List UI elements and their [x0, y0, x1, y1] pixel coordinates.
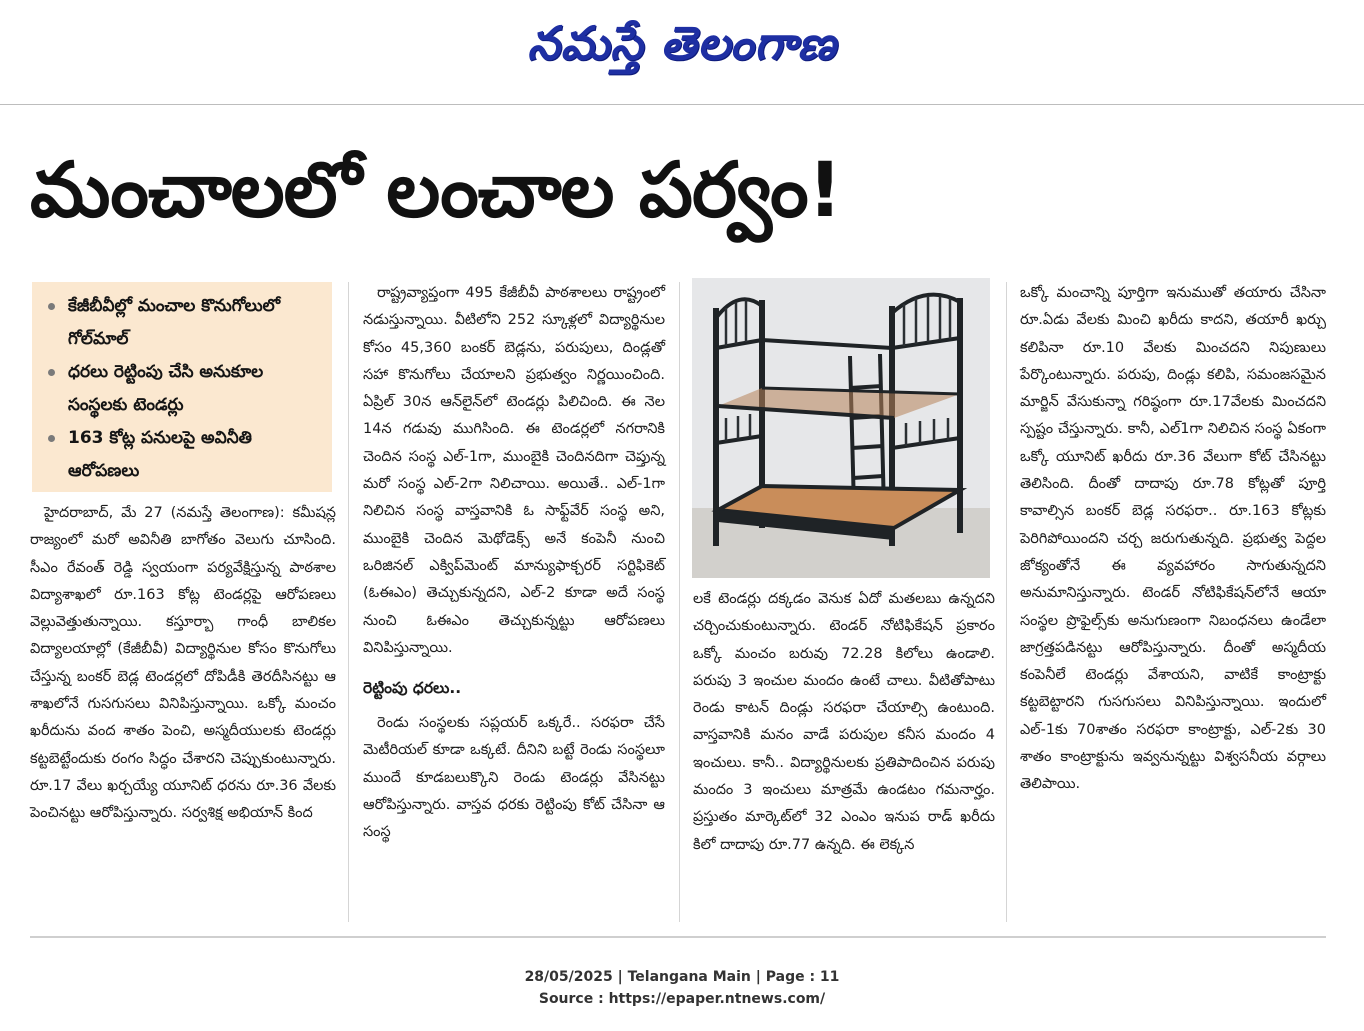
bullet-icon — [48, 369, 55, 376]
highlight-text: కేజీబీవీల్లో మంచాల కొనుగోలులో గోల్‌మాల్ — [68, 296, 281, 349]
bunk-bed-photo — [692, 278, 990, 578]
masthead-divider — [0, 104, 1364, 105]
bullet-icon — [48, 303, 55, 310]
paragraph: ఒక్కో మంచాన్ని పూర్తిగా ఇనుముతో తయారు చేసినా రూ.ఏడు వేలకు మించి ఖరీదు కాదని, తయారీ ఖర్చు కలిపినా రూ.10 వేలకు మించదని నిపుణులు పేర్కొంటున్నారు. పరుపు, దిండ్లు కలిపి, సమంజసమైన మార్జిన్ వేసుకున్నా గరిష్ఠంగా రూ.17వేలకు మించదని స్పష్టం చేస్తున్నారు. కానీ, ఎల్1గా నిలిచిన సంస్థ ఏకంగా ఒక్కో యూనిట్ ఖరీదు రూ.36 వేలుగా కోట్ చేసినట్టు తెలిసింది. దీంతో దాదాపు రూ.78 కోట్లతో పూర్తి కావాల్సిన బంకర్ బెడ్ల సరఫరా.. రూ.163 కోట్లకు పెరిగిపోయిందని చర్చ జరుగుతున్నది. ప్రభుత్వ పెద్దల జోక్యంతోనే ఈ వ్యవహారం సాగుతున్నదని అనుమానిస్తున్నారు. టెండర్ నోటిఫికేషన్‌లోనే ఆయా సంస్థల ప్రొఫైల్స్‌కు అనుగుణంగా నిబంధనలు ఉండేలా జాగ్రత్తపడినట్టు ఆరోపిస్తున్నారు. దీంతో అస్మదీయ కంపెనీలే టెండర్లు వేశాయని, వాటికే కాంట్రాక్టు కట్టబెట్టారని గుసగుసలు వినిపిస్తున్నాయి. ఇందులో ఎల్-1కు 70శాతం సరఫరా కాంట్రాక్టు, ఎల్-2కు 30 శాతం కాంట్రాక్టును ఇవ్వనున్నట్టు విశ్వసనీయ వర్గాలు తెలిపాయి. — [1020, 285, 1326, 793]
masthead — [0, 0, 1364, 102]
highlight-text: ధరలు రెట్టింపు చేసి అనుకూల సంస్థలకు టెండర్లు — [68, 362, 264, 415]
newspaper-logo: నమస్తే తెలంగాణ — [527, 16, 837, 70]
paragraph: హైదరాబాద్, మే 27 (నమస్తే తెలంగాణ): కమీషన్ల రాజ్యంలో మరో అవినీతి బాగోతం వెలుగు చూసింది. సీఎం రేవంత్ రెడ్డి స్వయంగా పర్యవేక్షిస్తున్న పాఠశాల విద్యాశాఖలో రూ.163 కోట్ల టెండర్లపై ఆరోపణలు వెల్లువెత్తుతున్నాయి. కస్తూర్బా గాంధీ బాలికల విద్యాలయాల్లో (కేజీబీవీ) విద్యార్థినుల కోసం కొనుగోలు చేస్తున్న బంకర్ బెడ్ల టెండర్లలో దోపిడీకి తెరదీసినట్టు ఆ శాఖలోనే గుసగుసలు వినిపిస్తున్నాయి. ఒక్కో మంచం ఖరీదును వంద శాతం పెంచి, అస్మదీయులకు టెండర్లు కట్టబెట్టేందుకు రంగం సిద్ధం చేశారని చెప్పుకుంటున్నారు. రూ.17 వేలు ఖర్చయ్యే యూనిట్ ధరను రూ.36 వేలకు పెంచినట్టు ఆరోపిస్తున్నారు. సర్వశిక్ష అభియాన్ కింద — [30, 505, 336, 822]
highlight-item — [46, 422, 326, 488]
article-headline: మంచాలలో లంచాల పర్వం! — [30, 145, 842, 234]
bullet-icon — [48, 435, 55, 442]
column-divider — [1006, 282, 1007, 922]
paragraph: లకే టెండర్లు దక్కడం వెనుక ఏదో మతలబు ఉన్నదని చర్చించుకుంటున్నారు. టెండర్ నోటిఫికేషన్ ప్రకారం ఒక్కో మంచం బరువు 72.28 కిలోలు ఉండాలి. పరుపు 3 ఇంచుల మందం ఉంటే చాలు. వీటితోపాటు రెండు కాటన్ దిండ్లు సరఫరా చేయాల్సి ఉంటుంది. వాస్తవానికి మనం వాడే పరుపుల కనీస మందం 4 ఇంచులు. కానీ.. విద్యార్థినులకు ప్రతిపాదించిన పరుపు మందం 3 ఇంచులు మాత్రమే ఉండటం గమనార్హం. ప్రస్తుతం మార్కెట్‌లో 32 ఎంఎం ఇనుప రాడ్ ఖరీదు కిలో దాదాపు రూ.77 ఉన్నది. ఈ లెక్కన — [693, 591, 995, 853]
highlight-item — [46, 356, 326, 422]
article-column-2 — [363, 280, 665, 847]
section-subheading: రెట్టింపు ధరలు.. — [363, 679, 462, 698]
article-column-4 — [1020, 280, 1326, 799]
highlights-box — [32, 282, 332, 492]
page-bottom-rule — [30, 936, 1326, 938]
page-footer — [0, 966, 1364, 1010]
edition-info: 28/05/2025 | Telangana Main | Page : 11 — [524, 969, 840, 985]
paragraph: రెండు సంస్థలకు సప్లయర్ ఒక్కరే.. సరఫరా చేసే మెటీరియల్ కూడా ఒక్కటే. దీనిని బట్టే రెండు సంస్థలూ ముందే కూడబలుక్కొని రెండు టెండర్లు వేసినట్టు ఆరోపిస్తున్నారు. వాస్తవ ధరకు రెట్టింపు కోట్ చేసినా ఆ సంస్థ — [363, 715, 665, 841]
source-url[interactable]: Source : https://epaper.ntnews.com/ — [538, 991, 826, 1007]
highlight-item — [46, 290, 326, 356]
bunk-bed-illustration — [692, 278, 990, 578]
paragraph: రాష్ట్రవ్యాప్తంగా 495 కేజీబీవీ పాఠశాలలు రాష్ట్రంలో నడుస్తున్నాయి. వీటిలోని 252 స్కూళ్లలో విద్యార్థినుల కోసం 45,360 బంకర్ బెడ్లను, పరుపులు, దిండ్లతో సహా కొనుగోలు చేయాలని ప్రభుత్వం నిర్ణయించింది. ఏప్రిల్ 30న ఆన్‌లైన్‌లో టెండర్లు పిలిచింది. ఈ నెల 14న గడువు ముగిసింది. ఈ టెండర్లలో నగరానికి చెందిన సంస్థ ఎల్-1గా, ముంబైకి చెందినదిగా చెప్తున్న మరో సంస్థ ఎల్-2గా నిలిచాయి. అయితే.. ఎల్-1గా నిలిచిన సంస్థ వాస్తవానికి ఓ సాఫ్ట్‌వేర్ సంస్థ అని, ముంబైకి చెందిన మెథోడెక్స్ అనే కంపెనీ నుంచి ఒరిజినల్ ఎక్విప్‌మెంట్ మాన్యుఫాక్చరర్ సర్టిఫికెట్ (ఓఈఎం) తెచ్చుకున్నదని, ఎల్-2 కూడా అదే సంస్థ నుంచి ఓఈఎం తెచ్చుకున్నట్టు ఆరోపణలు వినిపిస్తున్నాయి. — [363, 285, 665, 656]
highlight-text: 163 కోట్ల పనులపై అవినీతి ఆరోపణలు — [68, 428, 252, 481]
highlights-list — [46, 290, 326, 488]
article-column-1 — [30, 500, 336, 828]
column-divider — [679, 282, 680, 922]
article-column-3 — [693, 586, 995, 859]
column-divider — [348, 282, 349, 922]
